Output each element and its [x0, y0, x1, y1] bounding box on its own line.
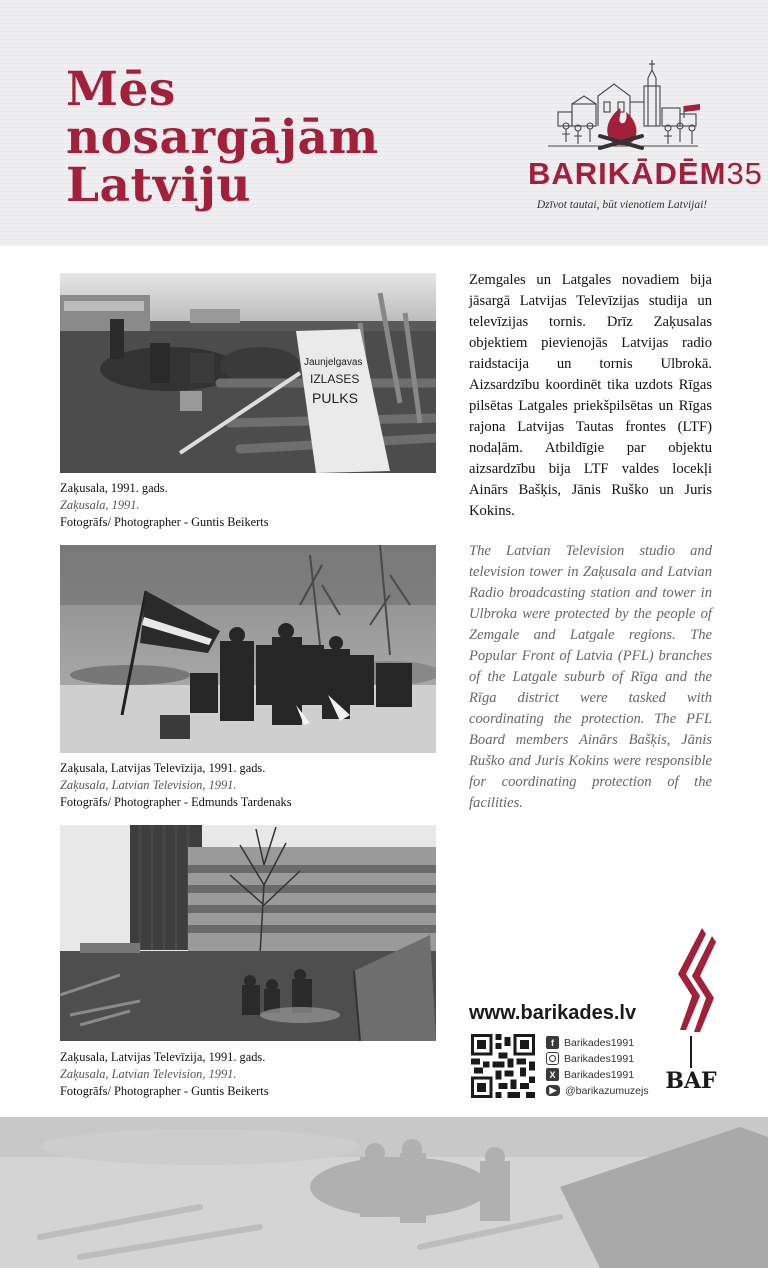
instagram-icon: [546, 1052, 559, 1065]
caption-lv: Zaķusala, Latvijas Televīzija, 1991. gads.: [60, 761, 266, 775]
social-label: Barikades1991: [564, 1068, 635, 1081]
photo-2-image: [60, 545, 436, 753]
title-line-3: Latviju: [66, 158, 252, 213]
baf-letters: BAF: [665, 1068, 717, 1094]
sign-line-1: Jaunjelgavas: [304, 357, 363, 368]
body-text-english: The Latvian Television studio and television tower in Zaķusala and Latvian Radio broadcasting station and tower in Ulbroka were protected by the people of Zemgale and Latgale regions. The Popular Front of Latvia (PFL) branches of the Latgale suburb of Rīga and the Rīga district were tasked with coordinating the protection. The PFL Board members Ainārs Bašķis, Jānis Ruško and Juris Kokins were responsible for coordinating protection of the facilities.: [469, 543, 712, 811]
bottom-photo-image: [0, 1117, 768, 1268]
social-x[interactable]: [546, 1067, 666, 1083]
bottom-photo-band: [0, 1117, 768, 1268]
photo-3-image: [60, 825, 436, 1041]
barikadem35-logo: [524, 56, 763, 216]
caption-lv: Zaķusala, Latvijas Televīzija, 1991. gads.: [60, 1050, 266, 1064]
photo-2-caption: [60, 760, 440, 811]
header-band: [0, 0, 768, 246]
barricade-scene-icon: [538, 56, 704, 154]
caption-en: Zaķusala, 1991.: [60, 498, 140, 512]
social-links: [546, 1035, 666, 1099]
x-icon: X: [546, 1068, 559, 1081]
social-instagram[interactable]: [546, 1051, 666, 1067]
body-text-latvian: Zemgales un Latgales novadiem bija jāsargā Latvijas Televīzijas studija un televīzijas tornis. Drīz Zaķusalas objektiem pievienojās Latvijas radio raidstacija un tornis Ulbrokā. Aizsardzību koordinēt tika uzdots Rīgas pilsētas Latgales priekšpilsētas un Rīgas rajona Latvijas Tautas frontes (LTF) nodaļām. Atbildīgie par objektu aizsardzību bija LTF valdes locekļi Ainārs Bašķis, Jānis Ruško un Juris Kokins.: [469, 272, 712, 519]
photo-3-caption: [60, 1049, 440, 1100]
youtube-icon: ▶: [546, 1085, 560, 1096]
barikadem-wordmark: [528, 156, 763, 192]
photo-1-caption: [60, 480, 440, 531]
photo-flag-crowd: [60, 545, 436, 753]
logo-tagline: Dzīvot tautai, būt vienotiem Latvijai!: [536, 199, 708, 211]
social-facebook[interactable]: [546, 1035, 666, 1051]
qr-code-icon[interactable]: [471, 1034, 535, 1098]
caption-lv: Zaķusala, 1991. gads.: [60, 481, 168, 495]
social-label: @barikazumuzejs: [565, 1084, 649, 1097]
title-line-2: nosargājām: [66, 110, 379, 165]
photo-1-image: [60, 273, 436, 473]
photographer-credit: Fotogrāfs/ Photographer - Edmunds Tardenaks: [60, 795, 292, 809]
photographer-credit: Fotogrāfs/ Photographer - Guntis Beikerts: [60, 1084, 269, 1098]
social-label: Barikades1991: [564, 1052, 635, 1065]
photo-tv-building: [60, 825, 436, 1041]
photographer-credit: Fotogrāfs/ Photographer - Guntis Beikerts: [60, 515, 269, 529]
caption-en: Zaķusala, Latvian Television, 1991.: [60, 778, 237, 792]
sign-line-2: IZLASES: [310, 372, 360, 386]
baf-logo: [664, 926, 718, 1100]
website-link[interactable]: www.barikades.lv: [469, 1002, 637, 1024]
social-label: Barikades1991: [564, 1036, 635, 1049]
social-youtube[interactable]: [546, 1083, 666, 1099]
facebook-icon: f: [546, 1036, 559, 1049]
barikadem-word: BARIKĀDĒM: [528, 156, 727, 191]
title-line-1: Mēs: [66, 62, 176, 117]
page-title: [66, 62, 466, 213]
anniversary-number: 35: [726, 156, 763, 191]
photo-barricade-sign: [60, 273, 436, 473]
sign-line-3: PULKS: [312, 390, 358, 406]
caption-en: Zaķusala, Latvian Television, 1991.: [60, 1067, 237, 1081]
